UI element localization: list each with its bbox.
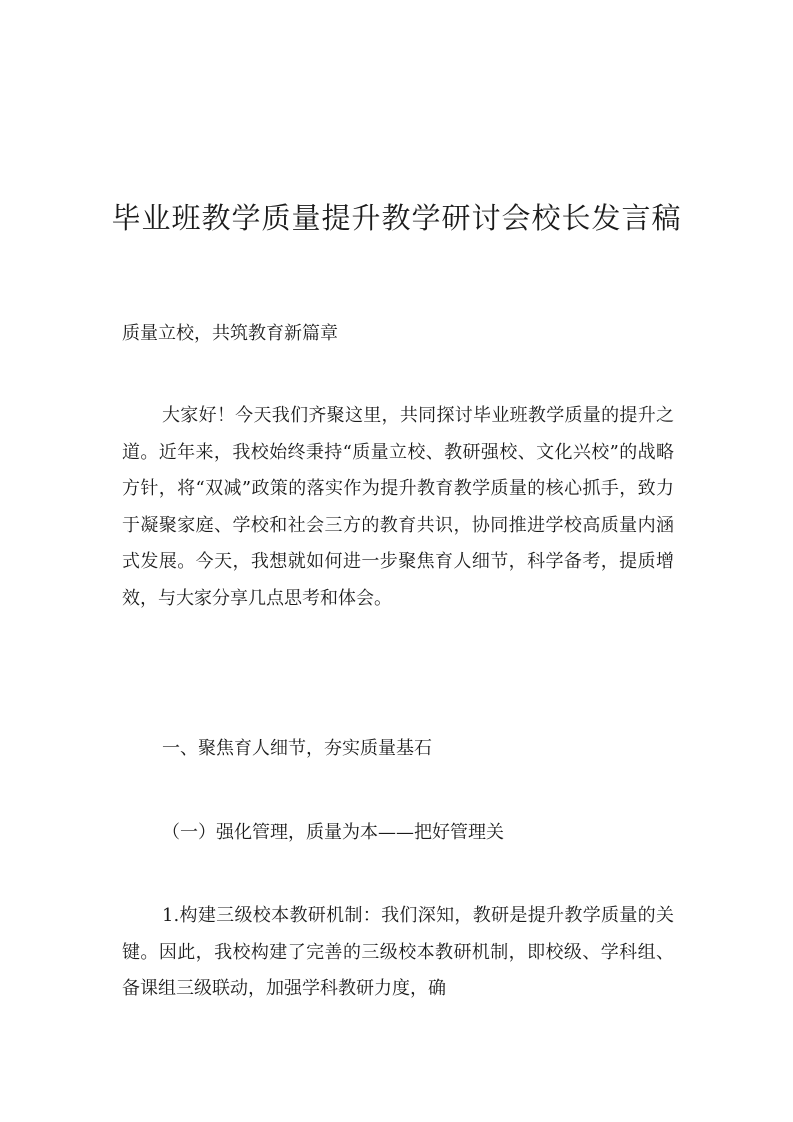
section-heading: 一、聚焦育人细节，夯实质量基石 [162,738,432,759]
document-subtitle: 质量立校，共筑教育新篇章 [122,323,338,344]
intro-paragraph: 大家好！今天我们齐聚这里，共同探讨毕业班教学质量的提升之道。近年来，我校始终秉持“质量立校、教研强校、文化兴校”的战略方针，将“双减”政策的落实作为提升教育教学质量的核心抓手，致力于凝聚家庭、学校和社会三方的教育共识，协同推进学校高质量内涵式发展。今天，我想就如何进一步聚焦育人细节，科学备考，提质增效，与大家分享几点思考和体会。 [122,405,674,609]
document-title: 毕业班教学质量提升教学研讨会校长发言稿 [111,201,682,235]
point-paragraph: 1.构建三级校本教研机制：我们深知，教研是提升教学质量的关键。因此，我校构建了完善的三级校本教研机制，即校级、学科组、备课组三级联动，加强学科教研力度，确 [122,905,674,999]
subsection-heading: （一）强化管理，质量为本——把好管理关 [162,822,504,843]
